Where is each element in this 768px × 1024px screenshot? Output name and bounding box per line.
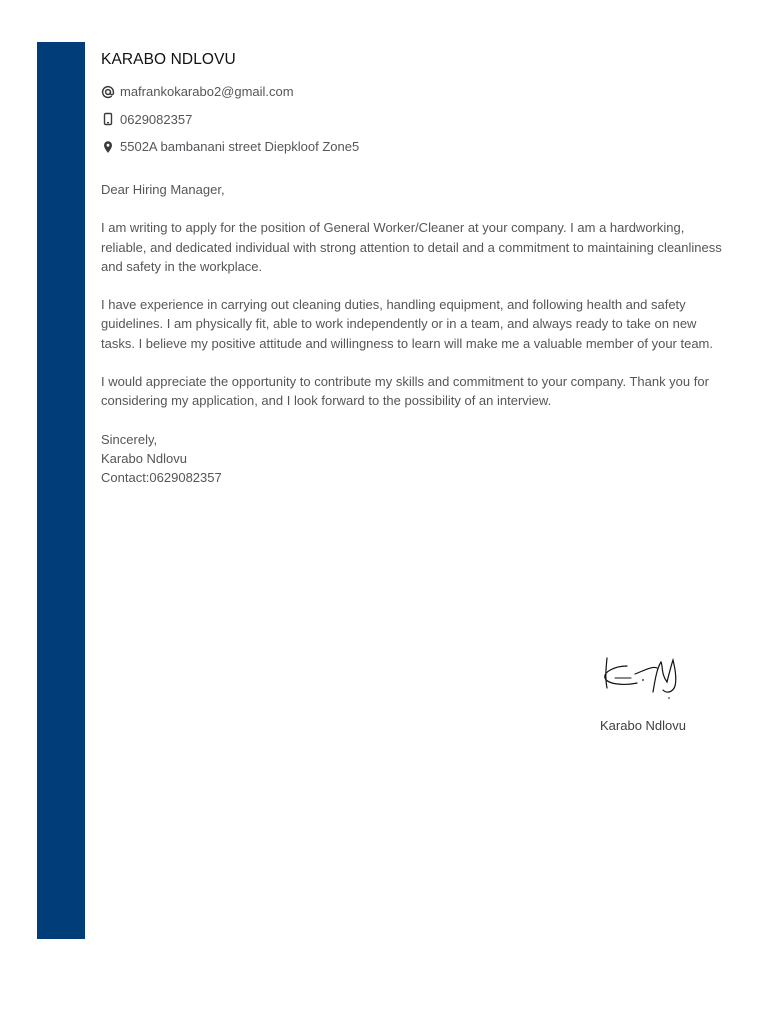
mobile-phone-icon: [101, 112, 120, 126]
letter-content: [101, 50, 725, 487]
closing-contact: Contact:0629082357: [101, 469, 222, 485]
closing-name: Karabo Ndlovu: [101, 450, 187, 466]
letter-paragraph-2: I have experience in carrying out cleaning duties, handling equipment, and following health and safety guidelines. I am physically fit, able to work independently or in a team, and always ready to take on new tasks. I believe my positive attitude and willingness to learn will make me a valuable member of your team.: [101, 297, 714, 351]
letter-paragraph-3: I would appreciate the opportunity to contribute my skills and commitment to your company. Thank you for considering my application, and I look forward to the possibility of an interview.: [101, 373, 709, 409]
sidebar-accent-bar: [37, 42, 85, 939]
handwritten-signature-icon: [597, 652, 687, 702]
at-icon: [101, 85, 120, 99]
contact-phone-row: [101, 110, 725, 129]
contact-phone: 0629082357: [120, 111, 193, 127]
signer-name: Karabo Ndlovu: [600, 718, 686, 733]
map-pin-icon: [101, 140, 120, 154]
applicant-name: KARABO NDLOVU: [101, 51, 236, 68]
letter-greeting: Dear Hiring Manager,: [101, 182, 225, 197]
letter-body: [101, 180, 725, 487]
letter-paragraph-1: I am writing to apply for the position of General Worker/Cleaner at your company. I am a hardworking, reliable, and dedicated individual with strong attention to detail and a commitment to maintaining cleanliness and safety in the workplace.: [101, 220, 722, 274]
contact-email: mafrankokarabo2@gmail.com: [120, 84, 294, 99]
letter-closing: [101, 430, 725, 488]
contact-email-row: [101, 82, 725, 101]
closing-signoff: Sincerely,: [101, 431, 158, 447]
contact-address: 5502A bambanani street Diepkloof Zone5: [120, 139, 360, 154]
contact-address-row: [101, 137, 725, 156]
